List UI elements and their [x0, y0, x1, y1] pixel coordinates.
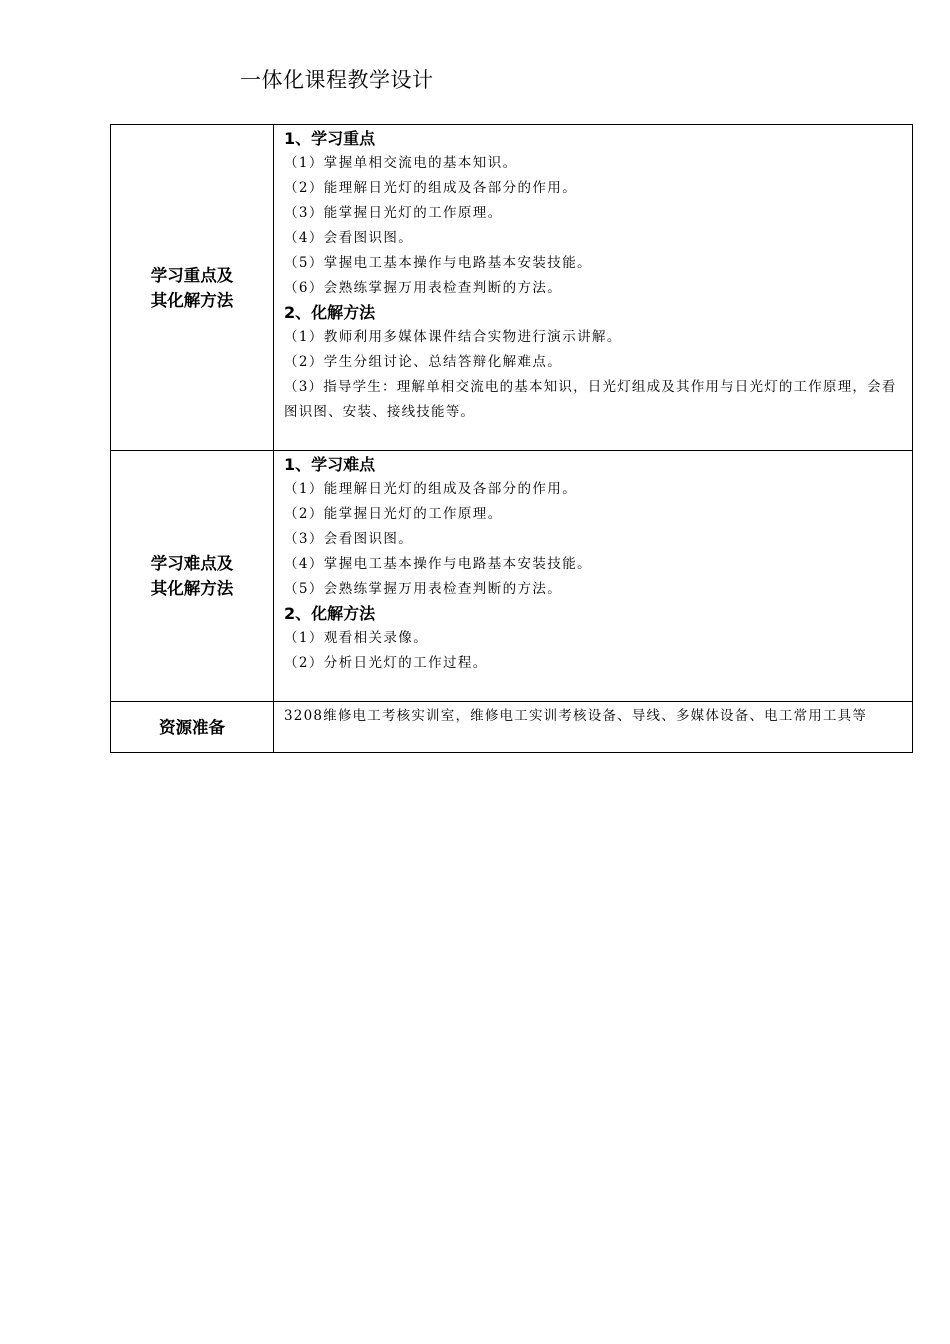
list-item: （1）观看相关录像。 [284, 630, 429, 646]
section-heading-methods: 2、化解方法 [284, 303, 376, 322]
list-item: （4）掌握电工基本操作与电路基本安装技能。 [284, 556, 592, 572]
section-heading-key-points: 1、学习重点 [284, 129, 376, 148]
label-cell-difficulties [111, 451, 274, 702]
label-line: 资源准备 [159, 717, 225, 737]
list-item: （3）会看图识图。 [284, 531, 414, 547]
teaching-design-table [110, 124, 913, 753]
list-item: （1）掌握单相交流电的基本知识。 [284, 155, 518, 171]
list-item: （2）能掌握日光灯的工作原理。 [284, 506, 503, 522]
table-row-difficulties [111, 451, 913, 702]
label-line: 其化解方法 [150, 290, 234, 310]
label-line: 学习难点及 [150, 554, 234, 573]
label-line: 学习重点及 [150, 265, 234, 285]
content-cell-key-points [274, 125, 913, 451]
label-cell-key-points [111, 125, 274, 451]
section-heading-difficulties: 1、学习难点 [284, 455, 376, 474]
list-item: （2）能理解日光灯的组成及各部分的作用。 [284, 180, 578, 196]
label-cell-resources [111, 702, 274, 753]
label-line: 其化解方法 [150, 579, 234, 598]
section-heading-methods: 2、化解方法 [284, 604, 376, 623]
list-item: （1）教师利用多媒体课件结合实物进行演示讲解。 [284, 329, 622, 345]
list-item: （3）指导学生：理解单相交流电的基本知识，日光灯组成及其作用与日光灯的工作原理，会看图识图、安装、接线技能等。 [284, 379, 897, 420]
list-item: （5）会熟练掌握万用表检查判断的方法。 [284, 581, 563, 597]
table-row-key-points [111, 125, 913, 451]
resource-text: 3208维修电工考核实训室，维修电工实训考核设备、导线、多媒体设备、电工常用工具等 [284, 708, 868, 724]
table-row-resources [111, 702, 913, 753]
list-item: （4）会看图识图。 [284, 230, 414, 246]
list-item: （1）能理解日光灯的组成及各部分的作用。 [284, 481, 578, 497]
list-item: （2）学生分组讨论、总结答辩化解难点。 [284, 354, 563, 370]
document-title: 一体化课程教学设计 [240, 68, 434, 92]
list-item: （5）掌握电工基本操作与电路基本安装技能。 [284, 255, 592, 271]
content-cell-difficulties [274, 451, 913, 702]
content-cell-resources [274, 702, 913, 753]
list-item: （3）能掌握日光灯的工作原理。 [284, 205, 503, 221]
list-item: （6）会熟练掌握万用表检查判断的方法。 [284, 280, 563, 296]
list-item: （2）分析日光灯的工作过程。 [284, 655, 488, 671]
